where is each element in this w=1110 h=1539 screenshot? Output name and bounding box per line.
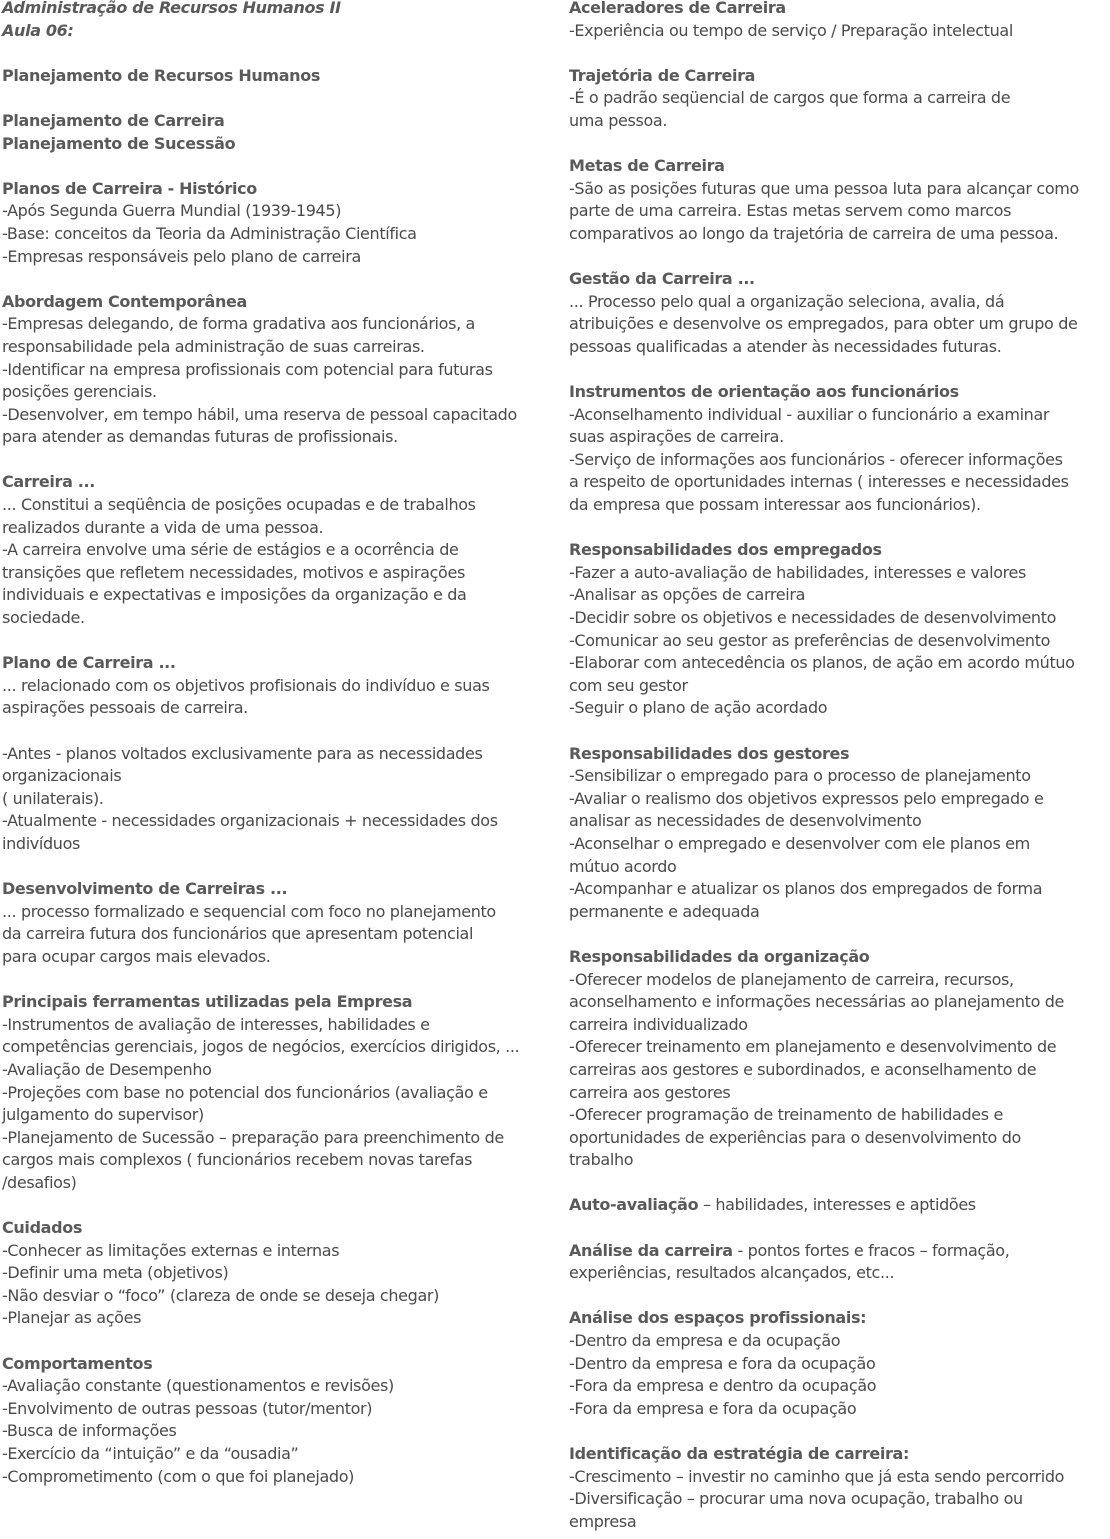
- text-line: -Planejar as ações: [2, 1308, 142, 1328]
- section-title-contemporanea: Abordagem Contemporânea: [2, 291, 247, 311]
- auto-avaliacao-label: Auto-avaliação: [569, 1195, 699, 1215]
- text-line: da carreira futura dos funcionários que apresentam potencial: [2, 924, 474, 944]
- text-line: -Não desviar o “foco” (clareza de onde se deseja chegar): [2, 1285, 440, 1305]
- text-line: aspirações pessoais de carreira.: [2, 698, 248, 718]
- section-title-ferramentas: Principais ferramentas utilizadas pela Empresa: [2, 992, 413, 1012]
- topic-heading: Planejamento de Recursos Humanos: [2, 65, 321, 85]
- text-line: -Aconselhar o empregado e desenvolver com ele planos em: [569, 833, 1030, 853]
- spacer: [569, 1172, 1109, 1195]
- topic-heading: Planejamento de Sucessão: [2, 133, 236, 153]
- text-line: -Conhecer as limitações externas e internas: [2, 1240, 340, 1260]
- text-line: com seu gestor: [569, 675, 688, 695]
- section-title-desenvolvimento: Desenvolvimento de Carreiras ...: [2, 879, 288, 899]
- text-line: experiências, resultados alcançados, etc...: [569, 1263, 895, 1283]
- text-line: uma pessoa.: [569, 110, 668, 130]
- text-line: -Atualmente - necessidades organizacionais + necessidades dos: [2, 811, 498, 831]
- text-line: -Aconselhamento individual - auxiliar o funcionário a examinar: [569, 404, 1050, 424]
- spacer: [569, 1285, 1109, 1308]
- text-line: -São as posições futuras que uma pessoa luta para alcançar como: [569, 178, 1079, 198]
- spacer: [2, 155, 552, 178]
- text-line: -Decidir sobre os objetivos e necessidades de desenvolvimento: [569, 608, 1057, 628]
- section-title-trajetoria: Trajetória de Carreira: [569, 65, 756, 85]
- analise-carreira-label: Análise da carreira: [569, 1240, 733, 1260]
- text-line: ... Constitui a seqüência de posições ocupadas e de trabalhos: [2, 495, 476, 515]
- spacer: [2, 856, 552, 879]
- text-line: -Empresas responsáveis pelo plano de carreira: [2, 246, 361, 266]
- text-line: -Sensibilizar o empregado para o processo de planejamento: [569, 766, 1031, 786]
- text-line: -Projeções com base no potencial dos funcionários (avaliação e: [2, 1082, 488, 1102]
- text-line: julgamento do supervisor): [2, 1105, 204, 1125]
- text-line: -Acompanhar e atualizar os planos dos empregados de forma: [569, 879, 1043, 899]
- text-line: -Fora da empresa e fora da ocupação: [569, 1398, 857, 1418]
- section-title-espacos: Análise dos espaços profissionais:: [569, 1308, 867, 1328]
- spacer: [569, 246, 1109, 269]
- text-line: -Desenvolver, em tempo hábil, uma reserva de pessoal capacitado: [2, 404, 517, 424]
- section-title-comportamentos: Comportamentos: [2, 1353, 153, 1373]
- spacer: [569, 517, 1109, 540]
- text-line: ... relacionado com os objetivos profisionais do indivíduo e suas: [2, 675, 490, 695]
- text-line: -Após Segunda Guerra Mundial (1939-1945): [2, 201, 342, 221]
- text-line: -Dentro da empresa e da ocupação: [569, 1331, 841, 1351]
- text-line: comparativos ao longo da trajetória de carreira de uma pessoa.: [569, 223, 1059, 243]
- text-line: parte de uma carreira. Estas metas servem como marcos: [569, 201, 1012, 221]
- text-line: -Definir uma meta (objetivos): [2, 1263, 229, 1283]
- text-line: analisar as necessidades de desenvolvimento: [569, 811, 922, 831]
- section-title-cuidados: Cuidados: [2, 1218, 83, 1238]
- spacer: [569, 720, 1109, 743]
- analise-carreira-text: - pontos fortes e fracos – formação,: [732, 1240, 1010, 1260]
- text-line: realizados durante a vida de uma pessoa.: [2, 517, 324, 537]
- text-line: mútuo acordo: [569, 856, 677, 876]
- text-line: indivíduos: [2, 833, 81, 853]
- text-line: a respeito de oportunidades internas ( interesses e necessidades: [569, 472, 1069, 492]
- text-line: pessoas qualificadas a atender às necessidades futuras.: [569, 336, 1002, 356]
- spacer: [2, 720, 552, 743]
- section-title-resp-gestores: Responsabilidades dos gestores: [569, 743, 850, 763]
- text-line: responsabilidade pela administração de suas carreiras.: [2, 336, 425, 356]
- text-line: cargos mais complexos ( funcionários recebem novas tarefas: [2, 1150, 473, 1170]
- text-line: carreira aos gestores: [569, 1082, 731, 1102]
- text-line: -Serviço de informações aos funcionários - oferecer informações: [569, 449, 1063, 469]
- spacer: [569, 1420, 1109, 1443]
- auto-avaliacao-text: – habilidades, interesses e aptidões: [698, 1195, 976, 1215]
- text-line: -A carreira envolve uma série de estágios e a ocorrência de: [2, 540, 459, 560]
- text-line: -Comunicar ao seu gestor as preferências de desenvolvimento: [569, 630, 1051, 650]
- text-line: -Planejamento de Sucessão – preparação para preenchimento de: [2, 1127, 504, 1147]
- section-title-resp-organizacao: Responsabilidades da organização: [569, 946, 870, 966]
- text-line: aconselhamento e informações necessárias ao planejamento de: [569, 992, 1065, 1012]
- text-line: transições que refletem necessidades, motivos e aspirações: [2, 562, 465, 582]
- section-title-gestao: Gestão da Carreira ...: [569, 269, 755, 289]
- text-line: ... processo formalizado e sequencial com foco no planejamento: [2, 901, 496, 921]
- text-line: -Oferecer programação de treinamento de habilidades e: [569, 1105, 1003, 1125]
- spacer: [2, 1194, 552, 1217]
- section-title-instrumentos: Instrumentos de orientação aos funcionários: [569, 382, 959, 402]
- section-title-aceleradores: Aceleradores de Carreira: [569, 0, 786, 17]
- text-line: -Antes - planos voltados exclusivamente para as necessidades: [2, 743, 483, 763]
- spacer: [569, 133, 1109, 156]
- text-line: da empresa que possam interessar aos funcionários).: [569, 495, 981, 515]
- text-line: -Fora da empresa e dentro da ocupação: [569, 1376, 877, 1396]
- text-line: -Seguir o plano de ação acordado: [569, 698, 828, 718]
- spacer: [569, 42, 1109, 65]
- text-line: -Oferecer modelos de planejamento de carreira, recursos,: [569, 969, 1014, 989]
- text-line: para atender as demandas futuras de profissionais.: [2, 427, 398, 447]
- text-line: -É o padrão seqüencial de cargos que forma a carreira de: [569, 88, 1011, 108]
- section-title-historico: Planos de Carreira - Histórico: [2, 178, 257, 198]
- text-line: trabalho: [569, 1150, 634, 1170]
- text-line: -Base: conceitos da Teoria da Administração Científica: [2, 223, 417, 243]
- section-title-metas: Metas de Carreira: [569, 156, 725, 176]
- right-column: [569, 0, 1109, 1533]
- text-line: -Dentro da empresa e fora da ocupação: [569, 1353, 876, 1373]
- section-title-estrategia: Identificação da estratégia de carreira:: [569, 1444, 910, 1463]
- spacer: [569, 1217, 1109, 1240]
- text-line: para ocupar cargos mais elevados.: [2, 946, 271, 966]
- auto-avaliacao-line: [569, 1194, 1109, 1217]
- text-line: carreira individualizado: [569, 1014, 748, 1034]
- text-line: -Crescimento – investir no caminho que já esta sendo percorrido: [569, 1466, 1065, 1486]
- text-line: -Avaliar o realismo dos objetivos expressos pelo empregado e: [569, 788, 1044, 808]
- spacer: [2, 969, 552, 992]
- section-title-plano: Plano de Carreira ...: [2, 653, 176, 673]
- section-title-resp-empregados: Responsabilidades dos empregados: [569, 540, 882, 560]
- spacer: [2, 42, 552, 65]
- text-line: suas aspirações de carreira.: [569, 427, 784, 447]
- text-line: oportunidades de experiências para o desenvolvimento do: [569, 1127, 1021, 1147]
- text-line: -Busca de informações: [2, 1421, 177, 1441]
- spacer: [2, 449, 552, 472]
- text-line: ( unilaterais).: [2, 788, 104, 808]
- text-line: -Elaborar com antecedência os planos, de ação em acordo mútuo: [569, 653, 1075, 673]
- text-line: -Oferecer treinamento em planejamento e desenvolvimento de: [569, 1037, 1057, 1057]
- lesson-number: Aula 06:: [2, 20, 74, 40]
- spacer: [2, 268, 552, 291]
- text-line: -Identificar na empresa profissionais com potencial para futuras: [2, 359, 493, 379]
- spacer: [2, 1330, 552, 1353]
- text-line: -Comprometimento (com o que foi planejado): [2, 1466, 355, 1486]
- text-line: -Experiência ou tempo de serviço / Preparação intelectual: [569, 20, 1013, 40]
- text-line: -Avaliação constante (questionamentos e revisões): [2, 1376, 394, 1396]
- course-title: Administração de Recursos Humanos II: [2, 0, 341, 17]
- text-line: ... Processo pelo qual a organização seleciona, avalia, dá: [569, 291, 1005, 311]
- section-title-carreira: Carreira ...: [2, 472, 95, 492]
- left-column: [2, 0, 552, 1488]
- text-line: empresa: [569, 1511, 637, 1531]
- text-line: carreiras aos gestores e subordinados, e aconselhamento de: [569, 1059, 1037, 1079]
- text-line: sociedade.: [2, 608, 85, 628]
- text-line: -Fazer a auto-avaliação de habilidades, interesses e valores: [569, 562, 1026, 582]
- text-line: -Diversificação – procurar uma nova ocupação, trabalho ou: [569, 1489, 1023, 1509]
- text-line: -Instrumentos de avaliação de interesses, habilidades e: [2, 1014, 430, 1034]
- text-line: -Exercício da “intuição” e da “ousadia”: [2, 1444, 299, 1463]
- text-line: -Empresas delegando, de forma gradativa aos funcionários, a: [2, 314, 476, 334]
- text-line: competências gerenciais, jogos de negócios, exercícios dirigidos, ...: [2, 1037, 520, 1057]
- text-line: atribuições e desenvolve os empregados, para obter um grupo de: [569, 314, 1078, 334]
- analise-carreira-line: [569, 1240, 1109, 1263]
- text-line: -Envolvimento de outras pessoas (tutor/mentor): [2, 1398, 373, 1418]
- text-line: -Analisar as opções de carreira: [569, 585, 806, 605]
- text-line: /desafios): [2, 1172, 77, 1192]
- text-line: organizacionais: [2, 766, 122, 786]
- spacer: [569, 923, 1109, 946]
- text-line: individuais e expectativas e imposições da organização e da: [2, 585, 467, 605]
- spacer: [569, 359, 1109, 382]
- text-line: posições gerenciais.: [2, 382, 157, 402]
- spacer: [2, 87, 552, 110]
- text-line: permanente e adequada: [569, 901, 760, 921]
- topic-heading: Planejamento de Carreira: [2, 110, 225, 130]
- text-line: -Avaliação de Desempenho: [2, 1059, 212, 1079]
- spacer: [2, 630, 552, 653]
